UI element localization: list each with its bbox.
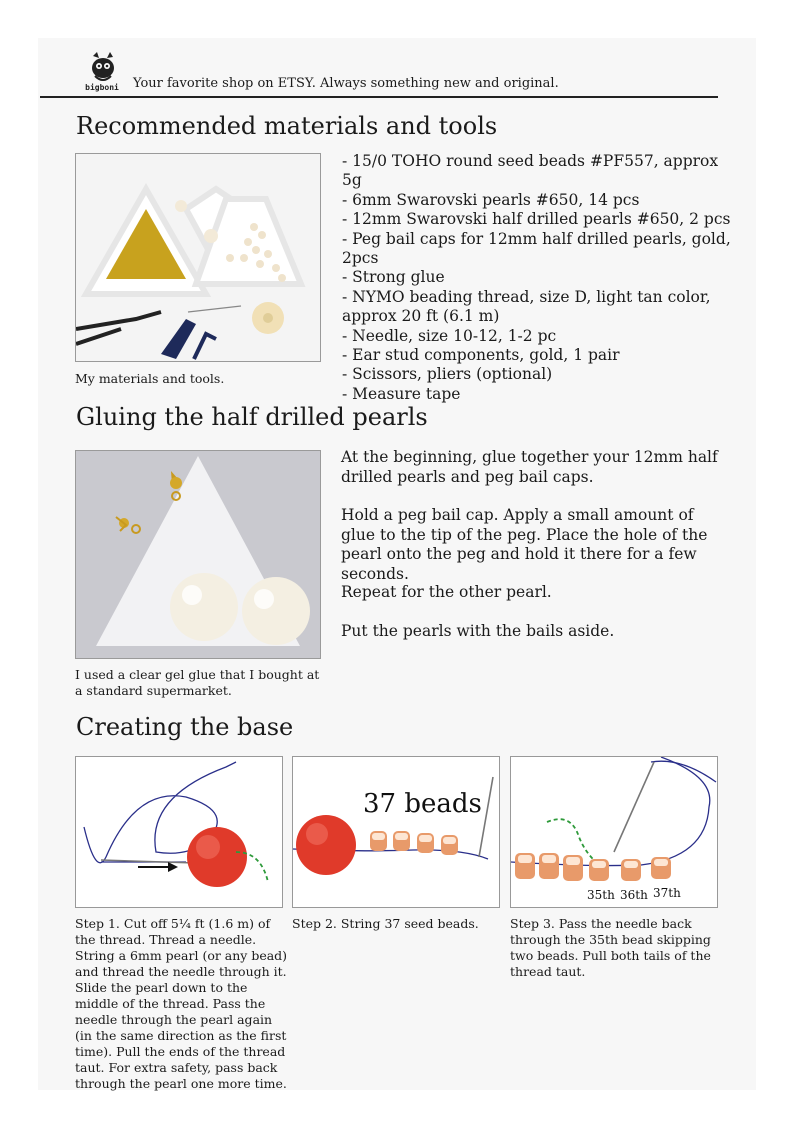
materials-photo	[75, 153, 321, 362]
step-1-illustration	[75, 756, 283, 908]
list-item: - NYMO beading thread, size D, light tan color, approx 20 ft (6.1 m)	[342, 287, 711, 326]
bead-label-37th: 37th	[653, 886, 681, 900]
materials-heading: Recommended materials and tools	[76, 112, 498, 140]
list-item: - Scissors, pliers (optional)	[342, 365, 553, 384]
list-item: - 12mm Swarovski half drilled pearls #650, 2 pcs	[342, 210, 731, 229]
gluing-photo-caption: I used a clear gel glue that I bought at a standard supermarket.	[75, 667, 320, 698]
gluing-paragraph: Put the pearls with the bails aside.	[341, 622, 615, 640]
list-item: - 15/0 TOHO round seed beads #PF557, approx 5g	[342, 152, 719, 190]
materials-photo-caption: My materials and tools.	[75, 371, 225, 386]
gluing-paragraph: Repeat for the other pearl.	[341, 583, 552, 601]
bead-label-36th: 36th	[620, 888, 648, 902]
list-item: - Strong glue	[342, 268, 445, 287]
step-1-caption: Step 1. Cut off 5¼ ft (1.6 m) of the thread. Thread a needle. String a 6mm pearl (or any bead) and thread the needle through it. Slide the pearl down to the middle of the thread. Pass the needle through the pearl again (in the same direction as the first time). Pull the ends of the thread taut. For extra safety, pass back through the pearl one more time.	[75, 916, 288, 1091]
gluing-paragraph: At the beginning, glue together your 12mm half drilled pearls and peg bail caps.	[341, 448, 718, 486]
base-heading: Creating the base	[76, 713, 294, 741]
gluing-heading: Gluing the half drilled pearls	[76, 403, 428, 431]
gluing-paragraph: Hold a peg bail cap. Apply a small amount of glue to the tip of the peg. Place the hole of the pearl onto the peg and hold it there for a few seconds.	[341, 506, 708, 583]
list-item: - Needle, size 10-12, 1-2 pc	[342, 326, 557, 345]
materials-list	[342, 152, 732, 404]
step-2-illustration	[292, 756, 500, 908]
bead-label-35th: 35th	[587, 888, 615, 902]
list-item: - Ear stud components, gold, 1 pair	[342, 346, 620, 365]
page-header	[40, 50, 718, 98]
step-2-bead-count-label: 37 beads	[363, 789, 482, 819]
step-3-caption: Step 3. Pass the needle back through the 35th bead skipping two beads. Pull both tails of the thread taut.	[510, 916, 711, 979]
shop-tagline: Your favorite shop on ETSY. Always something new and original.	[133, 76, 559, 91]
gluing-photo	[75, 450, 321, 659]
step-3-illustration	[510, 756, 718, 908]
list-item: - 6mm Swarovski pearls #650, 14 pcs	[342, 190, 640, 209]
shop-logo	[77, 50, 127, 92]
list-item: - Peg bail caps for 12mm half drilled pearls, gold, 2pcs	[342, 229, 731, 268]
step-2-caption: Step 2. String 37 seed beads.	[292, 916, 479, 931]
logo-text: bigboni	[85, 83, 119, 92]
list-item: - Measure tape	[342, 384, 461, 403]
